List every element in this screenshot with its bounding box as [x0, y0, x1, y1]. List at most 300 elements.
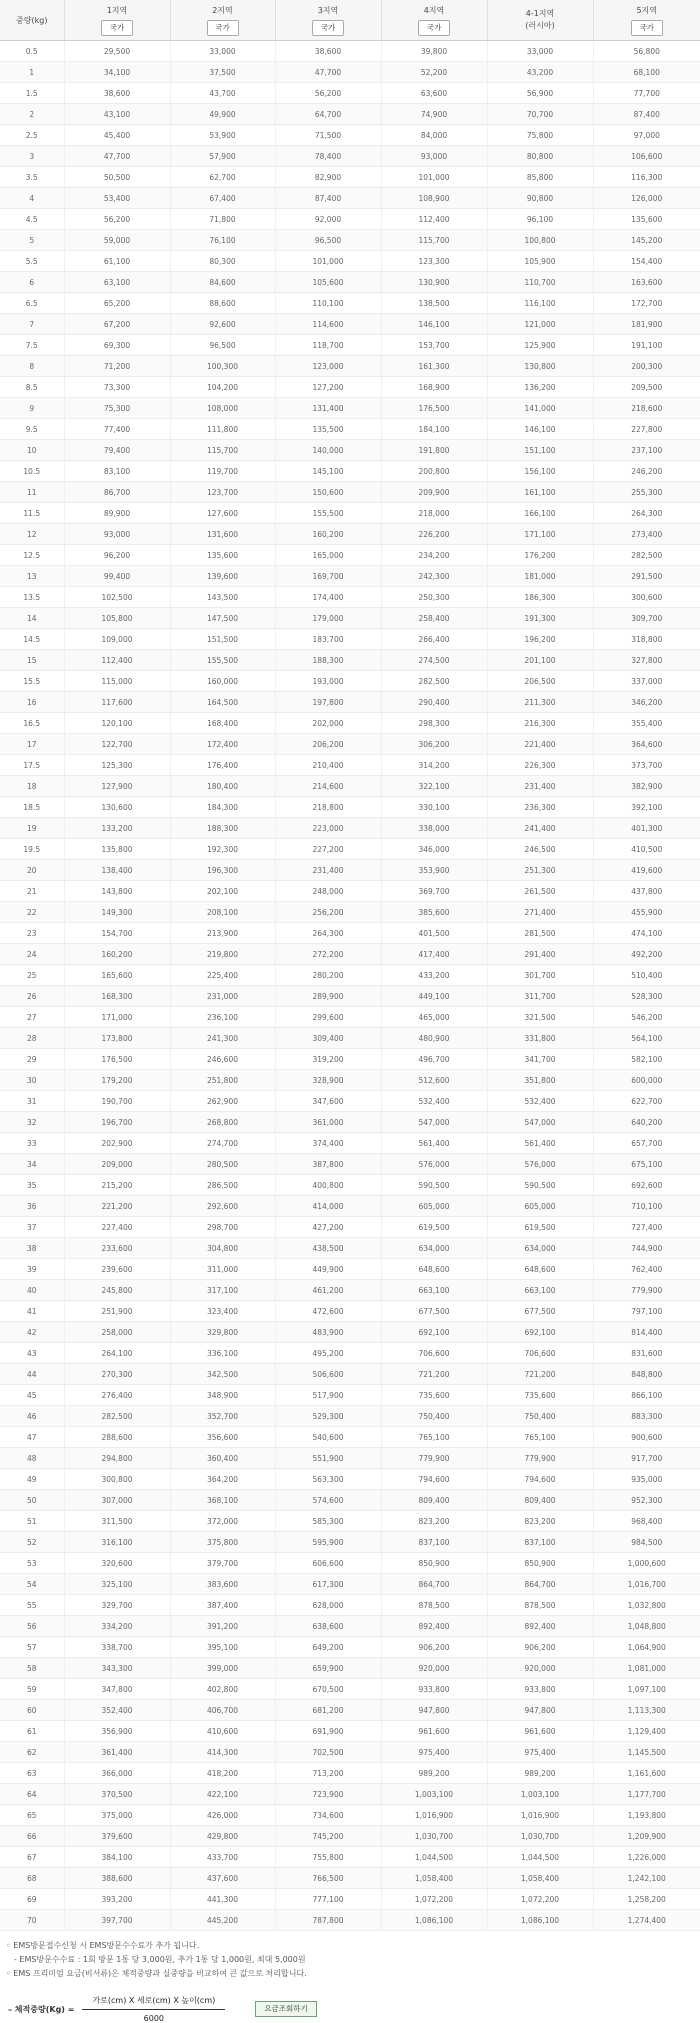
table-row — [0, 1280, 700, 1301]
rate-cell: 258,400 — [381, 608, 487, 629]
rate-cell: 670,500 — [275, 1679, 381, 1700]
table-row — [0, 1721, 700, 1742]
rate-cell: 309,700 — [593, 608, 700, 629]
rate-cell: 155,500 — [275, 503, 381, 524]
table-row — [0, 965, 700, 986]
rate-cell: 322,100 — [381, 776, 487, 797]
rate-cell: 264,300 — [275, 923, 381, 944]
zone-subtitle: (러시아) — [488, 20, 593, 32]
table-row — [0, 1742, 700, 1763]
rate-cell: 218,800 — [275, 797, 381, 818]
rate-cell: 176,500 — [64, 1049, 170, 1070]
rate-cell: 831,600 — [593, 1343, 700, 1364]
weight-cell: 0.5 — [0, 41, 64, 62]
rate-cell: 1,030,700 — [381, 1826, 487, 1847]
rate-cell: 346,000 — [381, 839, 487, 860]
rate-cell: 361,400 — [64, 1742, 170, 1763]
rate-cell: 239,600 — [64, 1259, 170, 1280]
rate-cell: 120,100 — [64, 713, 170, 734]
rate-cell: 935,000 — [593, 1469, 700, 1490]
rate-cell: 663,100 — [381, 1280, 487, 1301]
table-row — [0, 776, 700, 797]
table-row — [0, 209, 700, 230]
table-row — [0, 1427, 700, 1448]
rate-cell: 619,500 — [487, 1217, 593, 1238]
rate-cell: 43,700 — [170, 83, 275, 104]
rate-cell: 388,600 — [64, 1868, 170, 1889]
rate-cell: 262,900 — [170, 1091, 275, 1112]
rate-cell: 1,000,600 — [593, 1553, 700, 1574]
rate-cell: 576,000 — [381, 1154, 487, 1175]
rate-cell: 1,193,800 — [593, 1805, 700, 1826]
rate-cell: 280,200 — [275, 965, 381, 986]
rate-cell: 143,800 — [64, 881, 170, 902]
weight-cell: 48 — [0, 1448, 64, 1469]
zone-name: 2지역 — [171, 5, 275, 17]
rate-cell: 38,600 — [64, 83, 170, 104]
rate-cell: 334,200 — [64, 1616, 170, 1637]
rate-cell: 146,100 — [487, 419, 593, 440]
rate-cell: 710,100 — [593, 1196, 700, 1217]
table-row — [0, 41, 700, 62]
rate-cell: 540,600 — [275, 1427, 381, 1448]
rate-cell: 108,000 — [170, 398, 275, 419]
rate-cell: 1,003,100 — [381, 1784, 487, 1805]
table-row — [0, 545, 700, 566]
rate-cell: 155,500 — [170, 650, 275, 671]
zone-header-3 — [275, 0, 381, 41]
rate-cell: 445,200 — [170, 1910, 275, 1931]
rate-cell: 196,300 — [170, 860, 275, 881]
rate-cell: 196,200 — [487, 629, 593, 650]
table-row — [0, 1658, 700, 1679]
rate-cell: 80,300 — [170, 251, 275, 272]
weight-cell: 14 — [0, 608, 64, 629]
rate-cell: 138,500 — [381, 293, 487, 314]
country-button-zone-4[interactable]: 국가 — [418, 20, 450, 36]
table-row — [0, 503, 700, 524]
weight-cell: 55 — [0, 1595, 64, 1616]
rate-cell: 713,200 — [275, 1763, 381, 1784]
rate-cell: 823,200 — [381, 1511, 487, 1532]
rate-cell: 193,000 — [275, 671, 381, 692]
rate-cell: 306,200 — [381, 734, 487, 755]
rate-cell: 291,500 — [593, 566, 700, 587]
table-row — [0, 1091, 700, 1112]
rate-cell: 80,800 — [487, 146, 593, 167]
rate-cell: 721,200 — [487, 1364, 593, 1385]
weight-cell: 30 — [0, 1070, 64, 1091]
weight-cell: 44 — [0, 1364, 64, 1385]
rate-cell: 218,000 — [381, 503, 487, 524]
rate-cell: 338,000 — [381, 818, 487, 839]
rate-cell: 547,000 — [381, 1112, 487, 1133]
rate-cell: 226,300 — [487, 755, 593, 776]
rate-cell: 127,600 — [170, 503, 275, 524]
rate-cell: 906,200 — [381, 1637, 487, 1658]
rate-cell: 455,900 — [593, 902, 700, 923]
weight-cell: 69 — [0, 1889, 64, 1910]
weight-cell: 1.5 — [0, 83, 64, 104]
rate-cell: 93,000 — [381, 146, 487, 167]
rate-cell: 96,500 — [170, 335, 275, 356]
weight-cell: 20 — [0, 860, 64, 881]
rate-cell: 1,058,400 — [381, 1868, 487, 1889]
table-row — [0, 482, 700, 503]
rate-cell: 483,900 — [275, 1322, 381, 1343]
rate-cell: 121,000 — [487, 314, 593, 335]
rate-cell: 727,400 — [593, 1217, 700, 1238]
table-row — [0, 398, 700, 419]
table-row — [0, 1301, 700, 1322]
rate-cell: 640,200 — [593, 1112, 700, 1133]
rate-cell: 164,500 — [170, 692, 275, 713]
rate-cell: 546,200 — [593, 1007, 700, 1028]
rate-cell: 352,400 — [64, 1700, 170, 1721]
rate-cell: 110,100 — [275, 293, 381, 314]
rate-cell: 372,000 — [170, 1511, 275, 1532]
rate-cell: 236,300 — [487, 797, 593, 818]
table-row — [0, 1847, 700, 1868]
rate-cell: 622,700 — [593, 1091, 700, 1112]
rate-cell: 96,100 — [487, 209, 593, 230]
rate-cell: 777,100 — [275, 1889, 381, 1910]
rate-cell: 34,100 — [64, 62, 170, 83]
rate-cell: 57,900 — [170, 146, 275, 167]
rate-cell: 837,100 — [381, 1532, 487, 1553]
rate-cell: 153,700 — [381, 335, 487, 356]
rate-cell: 266,400 — [381, 629, 487, 650]
rate-cell: 374,400 — [275, 1133, 381, 1154]
weight-cell: 18.5 — [0, 797, 64, 818]
table-row — [0, 461, 700, 482]
rate-cell: 657,700 — [593, 1133, 700, 1154]
rate-cell: 126,000 — [593, 188, 700, 209]
rate-cell: 151,500 — [170, 629, 275, 650]
rate-cell: 56,200 — [64, 209, 170, 230]
rate-cell: 65,200 — [64, 293, 170, 314]
rate-cell: 564,100 — [593, 1028, 700, 1049]
rate-cell: 331,800 — [487, 1028, 593, 1049]
rate-cell: 692,100 — [381, 1322, 487, 1343]
weight-cell: 5.5 — [0, 251, 64, 272]
weight-cell: 15 — [0, 650, 64, 671]
rate-cell: 361,000 — [275, 1112, 381, 1133]
rate-cell: 823,200 — [487, 1511, 593, 1532]
rate-cell: 231,400 — [487, 776, 593, 797]
rate-cell: 227,400 — [64, 1217, 170, 1238]
rate-cell: 330,100 — [381, 797, 487, 818]
rate-cell: 145,100 — [275, 461, 381, 482]
weight-cell: 38 — [0, 1238, 64, 1259]
rate-cell: 438,500 — [275, 1238, 381, 1259]
rate-cell: 130,900 — [381, 272, 487, 293]
weight-cell: 60 — [0, 1700, 64, 1721]
rate-cell: 70,700 — [487, 104, 593, 125]
rate-cell: 920,000 — [381, 1658, 487, 1679]
rate-lookup-button[interactable]: 요금조회하기 — [255, 2001, 316, 2017]
rate-table-body — [0, 41, 700, 1931]
rate-cell: 172,700 — [593, 293, 700, 314]
rate-cell: 214,600 — [275, 776, 381, 797]
rate-cell: 663,100 — [487, 1280, 593, 1301]
weight-cell: 2 — [0, 104, 64, 125]
rate-cell: 659,900 — [275, 1658, 381, 1679]
weight-cell: 19 — [0, 818, 64, 839]
rate-cell: 130,600 — [64, 797, 170, 818]
rate-cell: 87,400 — [275, 188, 381, 209]
table-row — [0, 1112, 700, 1133]
table-row — [0, 104, 700, 125]
rate-cell: 246,600 — [170, 1049, 275, 1070]
rate-cell: 115,700 — [381, 230, 487, 251]
table-row — [0, 272, 700, 293]
rate-cell: 114,600 — [275, 314, 381, 335]
rate-cell: 298,700 — [170, 1217, 275, 1238]
rate-cell: 1,129,400 — [593, 1721, 700, 1742]
weight-cell: 27 — [0, 1007, 64, 1028]
rate-cell: 387,800 — [275, 1154, 381, 1175]
weight-cell: 28 — [0, 1028, 64, 1049]
zone-header-1 — [64, 0, 170, 41]
rate-cell: 638,600 — [275, 1616, 381, 1637]
rate-cell: 47,700 — [275, 62, 381, 83]
table-row — [0, 419, 700, 440]
rate-cell: 282,500 — [64, 1406, 170, 1427]
rate-cell: 122,700 — [64, 734, 170, 755]
rate-cell: 250,300 — [381, 587, 487, 608]
table-row — [0, 1511, 700, 1532]
weight-cell: 58 — [0, 1658, 64, 1679]
table-row — [0, 1196, 700, 1217]
country-button-zone-2[interactable]: 국가 — [207, 20, 239, 36]
rate-cell: 414,300 — [170, 1742, 275, 1763]
rate-cell: 168,300 — [64, 986, 170, 1007]
rate-cell: 300,800 — [64, 1469, 170, 1490]
weight-cell: 59 — [0, 1679, 64, 1700]
rate-cell: 366,000 — [64, 1763, 170, 1784]
rate-cell: 402,800 — [170, 1679, 275, 1700]
weight-cell: 7 — [0, 314, 64, 335]
rate-cell: 286,500 — [170, 1175, 275, 1196]
rate-cell: 161,300 — [381, 356, 487, 377]
rate-cell: 202,000 — [275, 713, 381, 734]
rate-cell: 947,800 — [487, 1700, 593, 1721]
rate-cell: 878,500 — [487, 1595, 593, 1616]
table-row — [0, 1028, 700, 1049]
rate-cell: 270,300 — [64, 1364, 170, 1385]
table-row — [0, 671, 700, 692]
country-button-zone-3[interactable]: 국가 — [312, 20, 344, 36]
rate-cell: 169,700 — [275, 566, 381, 587]
weight-cell: 13 — [0, 566, 64, 587]
weight-cell: 53 — [0, 1553, 64, 1574]
table-row — [0, 1049, 700, 1070]
table-row — [0, 692, 700, 713]
rate-cell: 163,600 — [593, 272, 700, 293]
rate-cell: 131,400 — [275, 398, 381, 419]
rate-cell: 29,500 — [64, 41, 170, 62]
rate-cell: 145,200 — [593, 230, 700, 251]
rate-cell: 209,500 — [593, 377, 700, 398]
zone-name: 5지역 — [594, 5, 700, 17]
rate-cell: 1,072,200 — [487, 1889, 593, 1910]
rate-cell: 84,600 — [170, 272, 275, 293]
rate-cell: 433,200 — [381, 965, 487, 986]
rate-cell: 379,700 — [170, 1553, 275, 1574]
rate-cell: 702,500 — [275, 1742, 381, 1763]
rate-cell: 794,600 — [487, 1469, 593, 1490]
formula-label-text: 체적중량(Kg) = — [15, 2005, 75, 2014]
rate-cell: 215,200 — [64, 1175, 170, 1196]
rate-cell: 100,800 — [487, 230, 593, 251]
rate-cell: 370,500 — [64, 1784, 170, 1805]
rate-cell: 917,700 — [593, 1448, 700, 1469]
rate-cell: 67,200 — [64, 314, 170, 335]
note-text: EMS방문접수신청 시 EMS방문수수료가 추가 됩니다. — [13, 1941, 199, 1950]
weight-cell: 23 — [0, 923, 64, 944]
table-row — [0, 734, 700, 755]
country-button-zone-1[interactable]: 국가 — [101, 20, 133, 36]
note-visit-fee-detail: - EMS방문수수료 : 1회 방문 1통 당 3,000원, 추가 1통 당 1,000원, 최대 5,000원 — [6, 1953, 694, 1967]
weight-cell: 54 — [0, 1574, 64, 1595]
table-row — [0, 797, 700, 818]
rate-cell: 364,200 — [170, 1469, 275, 1490]
weight-column-header: 중량(kg) — [0, 0, 64, 41]
rate-cell: 675,100 — [593, 1154, 700, 1175]
rate-cell: 105,900 — [487, 251, 593, 272]
rate-cell: 180,400 — [170, 776, 275, 797]
rate-cell: 69,300 — [64, 335, 170, 356]
rate-cell: 1,016,700 — [593, 1574, 700, 1595]
rate-cell: 385,600 — [381, 902, 487, 923]
rate-cell: 90,800 — [487, 188, 593, 209]
rate-cell: 406,700 — [170, 1700, 275, 1721]
rate-cell: 561,400 — [487, 1133, 593, 1154]
rate-cell: 320,600 — [64, 1553, 170, 1574]
formula-denominator: 6000 — [144, 2010, 164, 2023]
table-row — [0, 839, 700, 860]
rate-cell: 375,800 — [170, 1532, 275, 1553]
rate-cell: 292,600 — [170, 1196, 275, 1217]
rate-cell: 582,100 — [593, 1049, 700, 1070]
rate-cell: 280,500 — [170, 1154, 275, 1175]
rate-cell: 225,400 — [170, 965, 275, 986]
rate-cell: 202,100 — [170, 881, 275, 902]
weight-cell: 63 — [0, 1763, 64, 1784]
rate-cell: 391,200 — [170, 1616, 275, 1637]
rate-cell: 123,000 — [275, 356, 381, 377]
rate-cell: 735,600 — [487, 1385, 593, 1406]
rate-cell: 311,700 — [487, 986, 593, 1007]
weight-cell: 62 — [0, 1742, 64, 1763]
country-button-zone-5[interactable]: 국가 — [631, 20, 663, 36]
rate-cell: 316,100 — [64, 1532, 170, 1553]
rate-cell: 273,400 — [593, 524, 700, 545]
table-row — [0, 524, 700, 545]
weight-cell: 6 — [0, 272, 64, 293]
rate-cell: 1,145,500 — [593, 1742, 700, 1763]
weight-cell: 15.5 — [0, 671, 64, 692]
rate-cell: 734,600 — [275, 1805, 381, 1826]
rate-cell: 181,000 — [487, 566, 593, 587]
weight-cell: 19.5 — [0, 839, 64, 860]
rate-cell: 104,200 — [170, 377, 275, 398]
rate-cell: 1,058,400 — [487, 1868, 593, 1889]
rate-cell: 360,400 — [170, 1448, 275, 1469]
rate-cell: 1,003,100 — [487, 1784, 593, 1805]
rate-cell: 506,600 — [275, 1364, 381, 1385]
rate-cell: 274,500 — [381, 650, 487, 671]
rate-cell: 191,300 — [487, 608, 593, 629]
weight-cell: 33 — [0, 1133, 64, 1154]
table-row — [0, 1385, 700, 1406]
table-row — [0, 1490, 700, 1511]
rate-cell: 176,200 — [487, 545, 593, 566]
rate-cell: 109,000 — [64, 629, 170, 650]
rate-cell: 221,400 — [487, 734, 593, 755]
rate-cell: 43,100 — [64, 104, 170, 125]
rate-cell: 809,400 — [381, 1490, 487, 1511]
rate-cell: 276,400 — [64, 1385, 170, 1406]
rate-cell: 329,800 — [170, 1322, 275, 1343]
weight-cell: 32 — [0, 1112, 64, 1133]
rate-cell: 245,800 — [64, 1280, 170, 1301]
rate-cell: 1,086,100 — [381, 1910, 487, 1931]
rate-cell: 93,000 — [64, 524, 170, 545]
rate-cell: 71,200 — [64, 356, 170, 377]
rate-cell: 125,900 — [487, 335, 593, 356]
formula-numerator: 가로(cm) X 세로(cm) X 높이(cm) — [82, 1995, 225, 2010]
rate-cell: 427,200 — [275, 1217, 381, 1238]
rate-cell: 141,000 — [487, 398, 593, 419]
table-row — [0, 629, 700, 650]
rate-cell: 201,100 — [487, 650, 593, 671]
zone-name: 1지역 — [65, 5, 170, 17]
rate-cell: 495,200 — [275, 1343, 381, 1364]
rate-cell: 68,100 — [593, 62, 700, 83]
rate-cell: 1,044,500 — [487, 1847, 593, 1868]
weight-cell: 51 — [0, 1511, 64, 1532]
rate-cell: 188,300 — [170, 818, 275, 839]
rate-cell: 87,400 — [593, 104, 700, 125]
rate-cell: 99,400 — [64, 566, 170, 587]
rate-cell: 116,100 — [487, 293, 593, 314]
rate-cell: 168,400 — [170, 713, 275, 734]
rate-cell: 961,600 — [381, 1721, 487, 1742]
rate-cell: 298,300 — [381, 713, 487, 734]
rate-cell: 125,300 — [64, 755, 170, 776]
rate-cell: 106,600 — [593, 146, 700, 167]
rate-cell: 417,400 — [381, 944, 487, 965]
rate-cell: 1,048,800 — [593, 1616, 700, 1637]
rate-cell: 634,000 — [487, 1238, 593, 1259]
rate-cell: 56,800 — [593, 41, 700, 62]
rate-cell: 174,400 — [275, 587, 381, 608]
rate-cell: 33,000 — [487, 41, 593, 62]
weight-cell: 16.5 — [0, 713, 64, 734]
rate-cell: 237,100 — [593, 440, 700, 461]
table-row — [0, 1595, 700, 1616]
weight-cell: 35 — [0, 1175, 64, 1196]
rate-cell: 246,500 — [487, 839, 593, 860]
rate-cell: 301,700 — [487, 965, 593, 986]
rate-cell: 342,500 — [170, 1364, 275, 1385]
rate-cell: 131,600 — [170, 524, 275, 545]
weight-cell: 31 — [0, 1091, 64, 1112]
rate-cell: 528,300 — [593, 986, 700, 1007]
zone-header-5 — [593, 0, 700, 41]
